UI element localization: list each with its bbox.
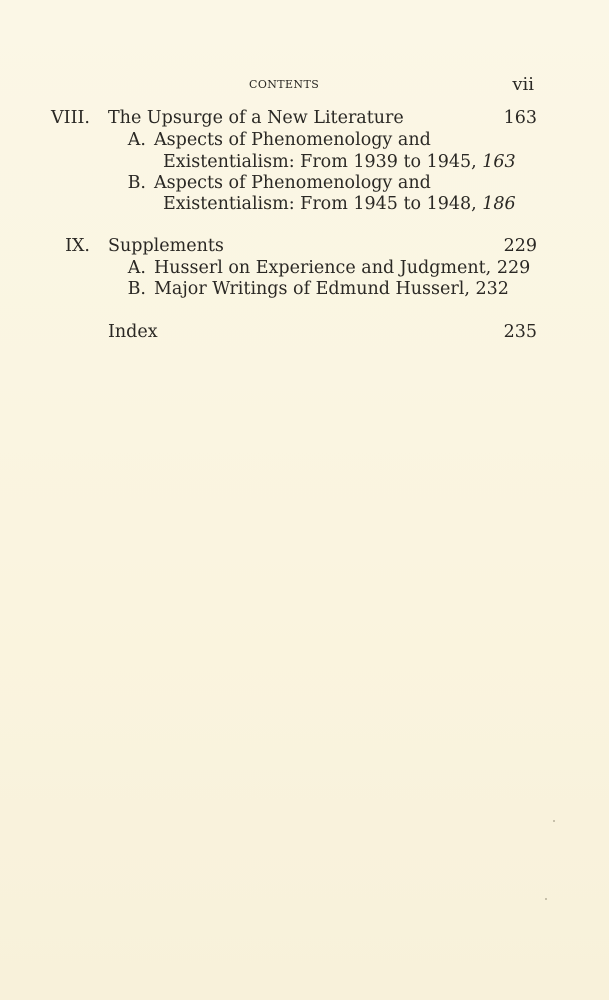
- section-entry-line1: [120, 129, 431, 151]
- section-title-line1: Aspects of Phenomenology and: [154, 173, 431, 193]
- chapter-page: 229: [503, 236, 537, 256]
- chapter-numeral: VIII.: [51, 108, 90, 128]
- chapter-page: 163: [503, 108, 537, 128]
- paper-speck: [553, 820, 555, 822]
- chapter-title: Supplements: [108, 236, 224, 256]
- section-title-line1: Aspects of Phenomenology and: [154, 130, 431, 150]
- section-entry-line1: [120, 172, 431, 194]
- section-entry-line1: [120, 278, 509, 300]
- section-letter: B.: [127, 173, 146, 193]
- page-number: vii: [512, 74, 534, 95]
- section-page: 163: [482, 152, 516, 172]
- section-letter: A.: [127, 130, 146, 150]
- section-letter: A.: [127, 258, 146, 278]
- section-entry-line2: [163, 193, 516, 215]
- section-letter: B.: [127, 279, 146, 299]
- section-page: 229: [496, 258, 531, 278]
- running-title: CONTENTS: [249, 78, 320, 91]
- section-title-line2: Existentialism: From 1939 to 1945,: [163, 152, 477, 172]
- section-title-line1: Major Writings of Edmund Husserl,: [154, 279, 470, 299]
- chapter-title: The Upsurge of a New Literature: [108, 108, 404, 128]
- index-page: 235: [503, 322, 537, 342]
- chapter-numeral: IX.: [65, 236, 90, 256]
- index-title: Index: [108, 322, 158, 342]
- section-entry-line1: [120, 257, 530, 279]
- section-title-line2: Existentialism: From 1945 to 1948,: [163, 194, 477, 214]
- section-title-line1: Husserl on Experience and Judgment,: [154, 258, 492, 278]
- section-page: 232: [475, 279, 509, 299]
- running-head: [0, 76, 609, 96]
- section-entry-line2: [163, 151, 516, 173]
- paper-speck: [545, 898, 547, 900]
- section-page: 186: [482, 194, 516, 214]
